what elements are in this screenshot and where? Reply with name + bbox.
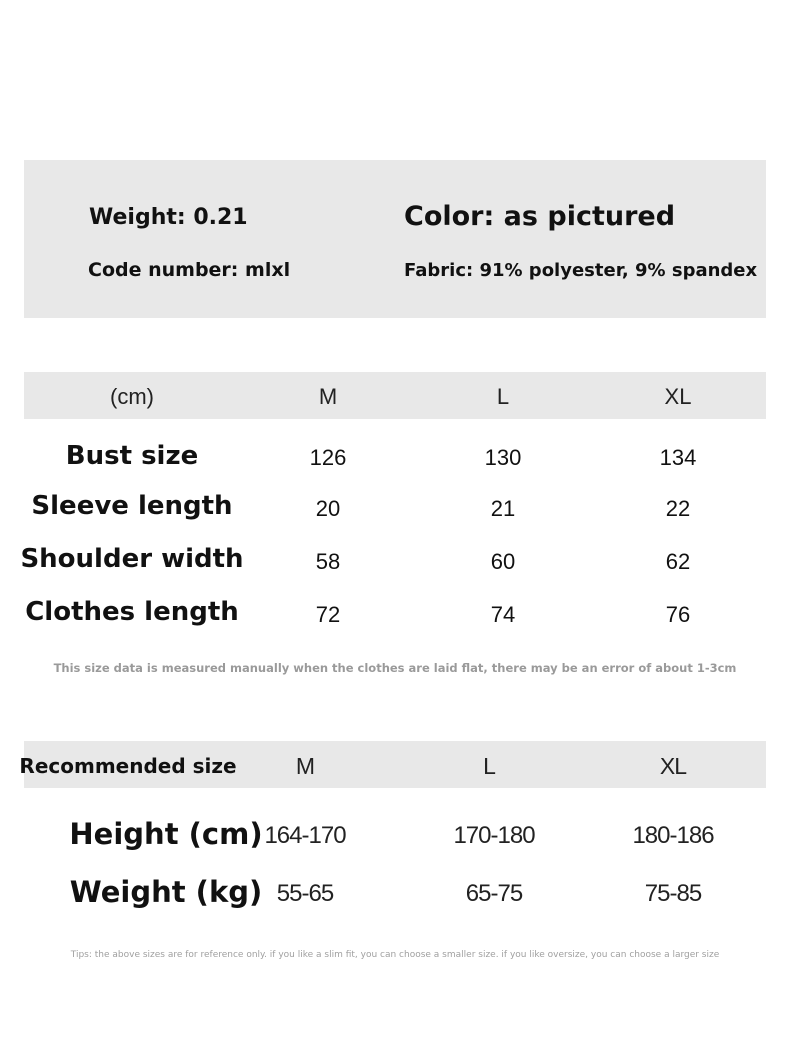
code-number-text: Code number: mlxl (88, 259, 291, 281)
size-header-m: M (318, 384, 338, 409)
cell-weight-m: 55-65 (276, 880, 334, 907)
cell-shoulder-l: 60 (490, 549, 516, 574)
row-label-shoulder: Shoulder width (20, 544, 244, 574)
cell-shoulder-m: 58 (315, 549, 341, 574)
row-label-clothes: Clothes length (25, 597, 239, 627)
cell-weight-xl: 75-85 (644, 880, 702, 907)
recommend-header-xl: XL (659, 753, 687, 779)
row-label-bust: Bust size (65, 441, 199, 471)
cell-sleeve-xl: 22 (665, 496, 691, 521)
measurement-note: This size data is measured manually when the clothes are laid flat, there may be an error of about 1-3cm (53, 661, 737, 675)
color-text: Color: as pictured (404, 201, 676, 232)
size-header-unit: (cm) (110, 384, 154, 409)
cell-sleeve-m: 20 (315, 496, 341, 521)
row-label-sleeve: Sleeve length (31, 491, 233, 521)
cell-height-m: 164-170 (264, 822, 346, 849)
cell-height-l: 170-180 (453, 822, 535, 849)
size-header-xl: XL (664, 384, 692, 409)
cell-shoulder-xl: 62 (665, 549, 691, 574)
cell-bust-xl: 134 (659, 445, 697, 470)
cell-clothes-xl: 76 (665, 602, 691, 627)
cell-height-xl: 180-186 (632, 822, 714, 849)
cell-weight-l: 65-75 (465, 880, 523, 907)
row-label-height: Height (cm) (69, 817, 263, 851)
cell-clothes-l: 74 (490, 602, 516, 627)
recommend-header-label: Recommended size (19, 754, 237, 778)
fabric-text: Fabric: 91% polyester, 9% spandex (404, 260, 758, 281)
weight-text: Weight: 0.21 (89, 205, 248, 230)
cell-bust-l: 130 (484, 445, 522, 470)
cell-bust-m: 126 (309, 445, 347, 470)
cell-clothes-m: 72 (315, 602, 341, 627)
row-label-weight: Weight (kg) (69, 875, 263, 909)
info-panel (24, 160, 766, 318)
size-header-l: L (496, 384, 510, 409)
recommend-header-m: M (295, 753, 315, 779)
size-tip: Tips: the above sizes are for reference only. if you like a slim fit, you can choose a smaller size. if you like oversize, you can choose a larger size (70, 950, 720, 960)
cell-sleeve-l: 21 (490, 496, 516, 521)
recommend-header-l: L (483, 753, 495, 779)
